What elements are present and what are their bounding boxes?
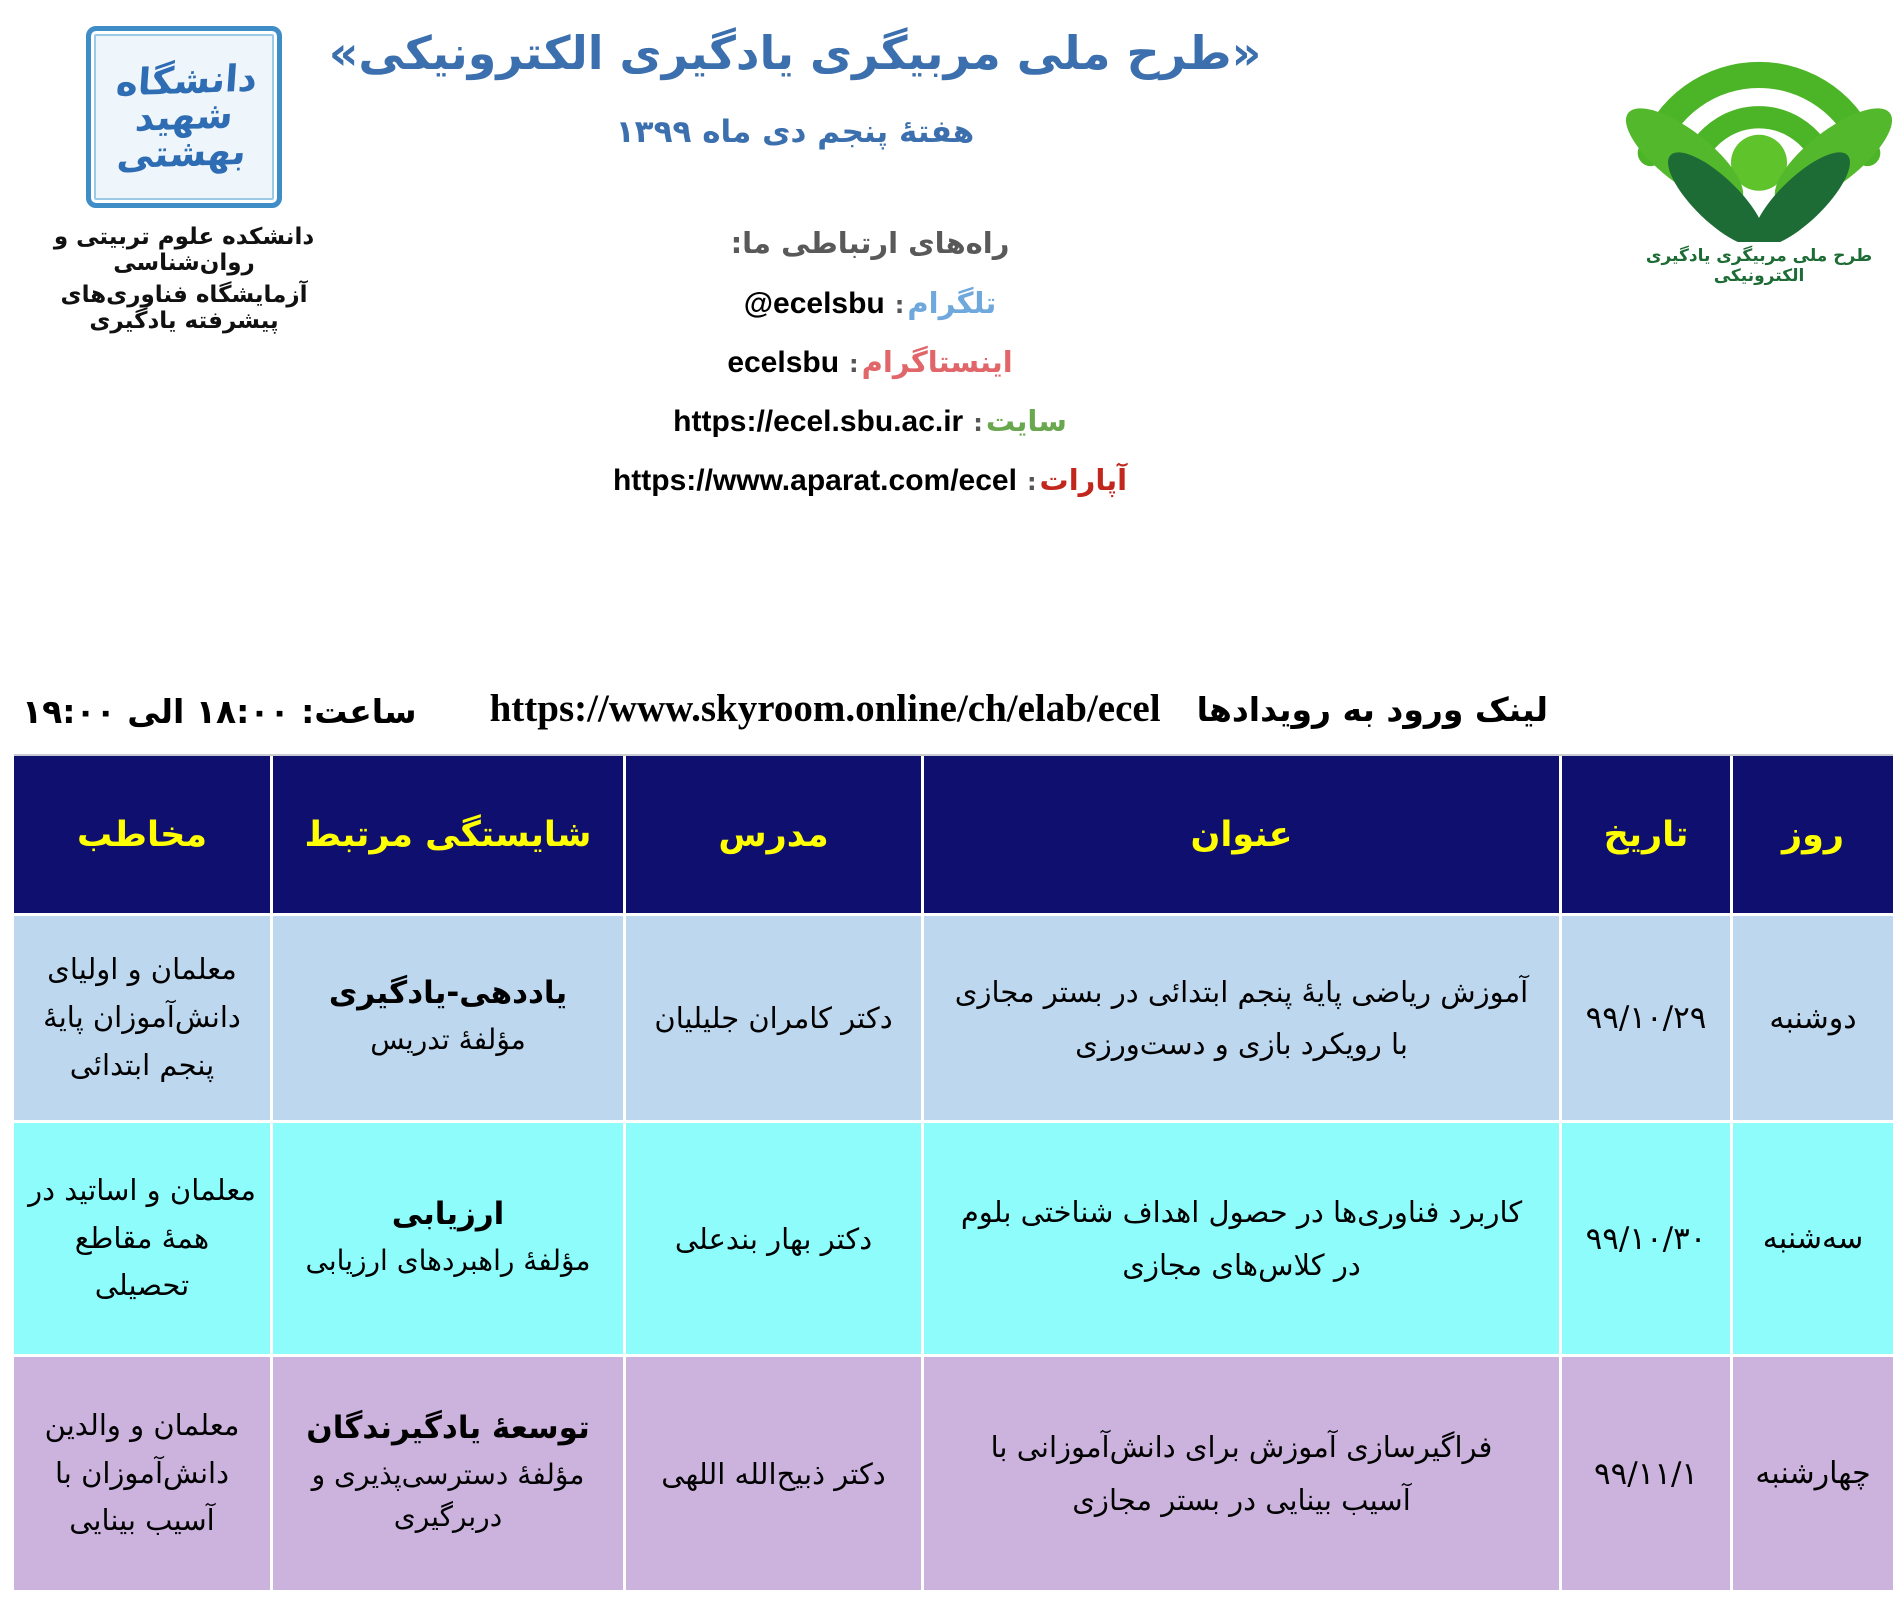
- competency-sub: مؤلفهٔ دسترسی‌پذیری و دربرگیری: [311, 1457, 585, 1533]
- table-row-3-instructor: دکتر ذبیح‌الله اللهی: [626, 1357, 921, 1590]
- contact-item-instagram: [340, 345, 1400, 380]
- sbu-logo-icon: [86, 26, 282, 208]
- table-row-3-audience: معلمان و والدین دانش‌آموزان با آسیب بینایی: [14, 1357, 270, 1590]
- table-row-1-instructor: دکتر کامران جلیلیان: [626, 916, 921, 1120]
- col-header-date: تاریخ: [1562, 756, 1730, 913]
- col-header-audience: مخاطب: [14, 756, 270, 913]
- skyroom-url-link[interactable]: https://www.skyroom.online/ch/elab/ecel: [489, 687, 1161, 730]
- table-row-1-audience: معلمان و اولیای دانش‌آموزان پایهٔ پنجم ابتدائی: [14, 916, 270, 1120]
- table-row-1-day: دوشنبه: [1733, 916, 1893, 1120]
- table-row-2-instructor: دکتر بهار بندعلی: [626, 1123, 921, 1354]
- competency-sub: مؤلفهٔ راهبردهای ارزیابی: [305, 1243, 591, 1277]
- aparat-label: آپارات :: [1017, 463, 1127, 497]
- events-link-row: [490, 686, 1548, 731]
- table-row-3-title: فراگیرسازی آموزش برای دانش‌آموزانی با آسیب بینایی در بستر مجازی: [924, 1357, 1559, 1590]
- contact-item-telegram: [340, 286, 1400, 321]
- contact-item-aparat: [340, 463, 1400, 498]
- contact-heading: راه‌های ارتباطی ما:: [730, 226, 1010, 260]
- session-time: ساعت: ۱۸:۰۰ الی ۱۹:۰۰: [22, 692, 417, 731]
- table-row-1-title: آموزش ریاضی پایهٔ پنجم ابتدائی در بستر مجازی با رویکرد بازی و دست‌ورزی: [924, 916, 1559, 1120]
- heading-block: [320, 26, 1270, 150]
- col-header-day: روز: [1733, 756, 1893, 913]
- table-row-3-date: ۹۹/۱۱/۱: [1562, 1357, 1730, 1590]
- ecel-logo-icon: [1614, 10, 1900, 242]
- instagram-handle[interactable]: ecelsbu: [727, 346, 840, 379]
- page-title: «طرح ملی مربیگری یادگیری الکترونیکی»: [328, 26, 1262, 80]
- table-row-2-day: سه‌شنبه: [1733, 1123, 1893, 1354]
- university-block: [14, 20, 354, 334]
- faculty-name: دانشکده علوم تربیتی و روان‌شناسی: [53, 224, 315, 276]
- aparat-url-link[interactable]: https://www.aparat.com/ecel: [612, 464, 1017, 497]
- ecel-logo-caption: طرح ملی مربیگری یادگیری الکترونیکی: [1645, 246, 1873, 286]
- lab-name: آزمایشگاه فناوری‌های پیشرفته یادگیری: [60, 282, 308, 334]
- page-subtitle: هفتهٔ پنجم دی ماه ۱۳۹۹: [615, 114, 975, 150]
- contact-item-site: [340, 404, 1400, 439]
- table-row-1-competency: [273, 916, 623, 1120]
- table-row-1-date: ۹۹/۱۰/۲۹: [1562, 916, 1730, 1120]
- ecel-logo-block: [1606, 10, 1900, 286]
- competency-main: توسعهٔ یادگیرندگان: [306, 1409, 590, 1446]
- competency-main: ارزیابی: [391, 1195, 505, 1232]
- site-url-link[interactable]: https://ecel.sbu.ac.ir: [673, 405, 964, 438]
- table-row-2-audience: معلمان و اساتید در همهٔ مقاطع تحصیلی: [14, 1123, 270, 1354]
- events-link-label: لینک ورود به رویدادها: [1196, 690, 1548, 729]
- instagram-label: اینستاگرام :: [839, 345, 1013, 379]
- col-header-instructor: مدرس: [626, 756, 921, 913]
- sbu-logo-text: دانشگاه شهید بهشتی: [114, 56, 259, 177]
- col-header-title: عنوان: [924, 756, 1559, 913]
- table-row-2-title: کاربرد فناوری‌ها در حصول اهداف شناختی بلوم در کلاس‌های مجازی: [924, 1123, 1559, 1354]
- competency-main: یاددهی-یادگیری: [328, 975, 568, 1011]
- telegram-handle[interactable]: @ecelsbu: [743, 287, 885, 320]
- table-row-3-day: چهارشنبه: [1733, 1357, 1893, 1590]
- table-row-3-competency: [273, 1357, 623, 1590]
- table-row-2-date: ۹۹/۱۰/۳۰: [1562, 1123, 1730, 1354]
- table-row-2-competency: [273, 1123, 623, 1354]
- competency-sub: مؤلفهٔ تدریس: [370, 1023, 526, 1056]
- contact-block: [340, 226, 1400, 522]
- schedule-table: [14, 754, 1893, 1590]
- telegram-label: تلگرام :: [885, 286, 996, 320]
- col-header-competency: شایستگی مرتبط: [273, 756, 623, 913]
- site-label: سایت :: [963, 404, 1067, 438]
